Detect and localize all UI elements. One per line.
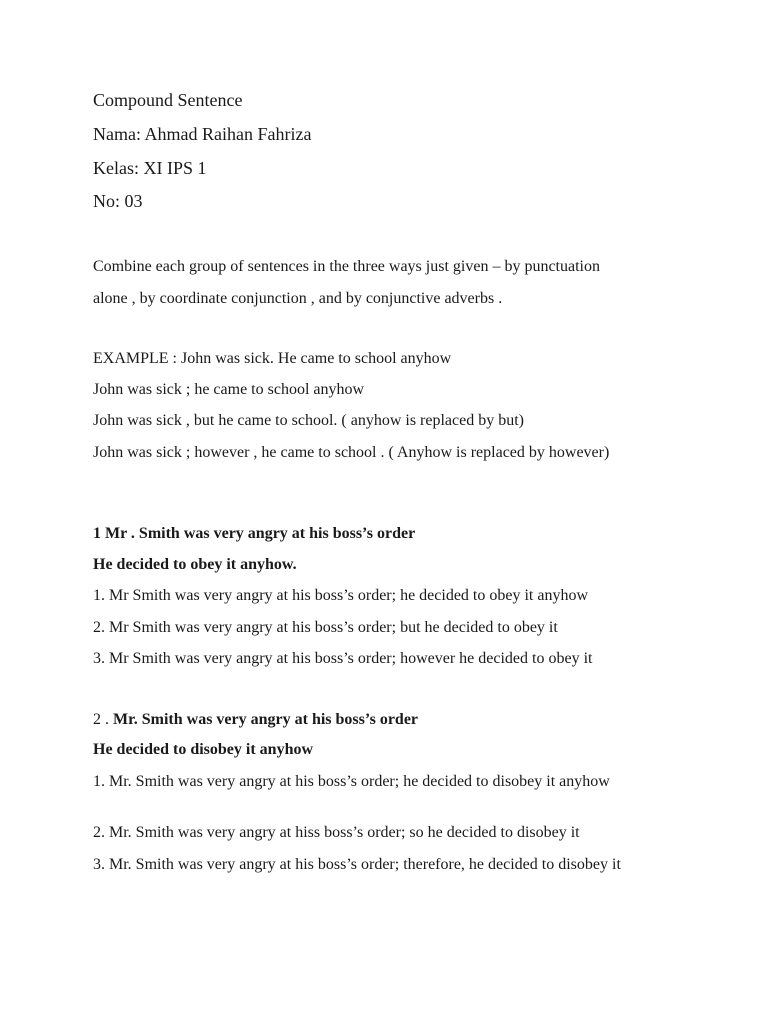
exercise-2-answer-2: 2. Mr. Smith was very angry at hiss boss’s order; so he decided to disobey it [93, 824, 580, 841]
instruction-line-2: alone , by coordinate conjunction , and by conjunctive adverbs . [93, 290, 503, 307]
exercise-2-number: 2 . [93, 711, 113, 728]
document-title: Compound Sentence [93, 90, 243, 110]
exercise-1-answer-2: 2. Mr Smith was very angry at his boss’s order; but he decided to obey it [93, 619, 558, 636]
student-class: Kelas: XI IPS 1 [93, 158, 207, 178]
exercise-1-answer-1: 1. Mr Smith was very angry at his boss’s order; he decided to obey it anyhow [93, 587, 589, 604]
exercise-2-sentence-1 [93, 710, 418, 730]
exercise-2-answer-3: 3. Mr. Smith was very angry at his boss’s order; therefore, he decided to disobey it [93, 856, 621, 873]
exercise-2-answer-1: 1. Mr. Smith was very angry at his boss’s order; he decided to disobey it anyhow [93, 773, 610, 790]
example-line-3: John was sick ; however , he came to school . ( Anyhow is replaced by however) [93, 444, 610, 461]
exercise-1-sentence-1: 1 Mr . Smith was very angry at his boss’s order [93, 525, 416, 542]
exercise-1-answer-3: 3. Mr Smith was very angry at his boss’s order; however he decided to obey it [93, 650, 593, 667]
exercise-2-sentence-2: He decided to disobey it anyhow [93, 741, 314, 758]
exercise-1-sentence-2: He decided to obey it anyhow. [93, 556, 297, 573]
example-line-2: John was sick , but he came to school. ( anyhow is replaced by but) [93, 412, 525, 429]
instruction-line-1: Combine each group of sentences in the three ways just given – by punctuation [93, 258, 600, 275]
example-heading: EXAMPLE : John was sick. He came to school anyhow [93, 350, 452, 367]
exercise-2-sentence-1-text: Mr. Smith was very angry at his boss’s order [113, 711, 419, 728]
student-number: No: 03 [93, 191, 143, 211]
student-name: Nama: Ahmad Raihan Fahriza [93, 124, 312, 144]
example-line-1: John was sick ; he came to school anyhow [93, 381, 365, 398]
